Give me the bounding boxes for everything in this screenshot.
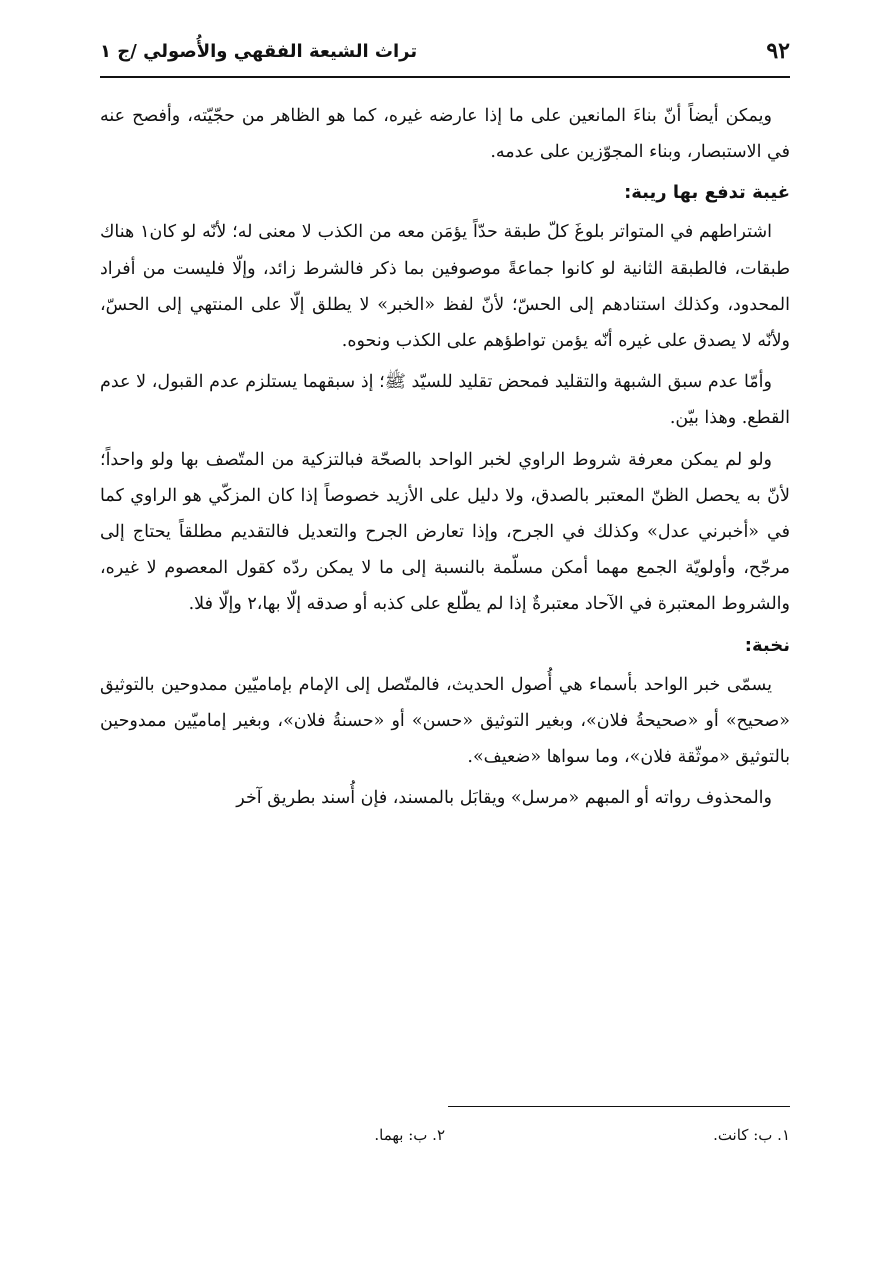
paragraph: يسمّى خبر الواحد بأسماء هي أُصول الحديث، فالمتّصل إلى الإمام بإماميّين ممدوحين بالتوثيق «صحيح» أو «صحيحةُ فلان»، وبغير التوثيق «حسن» أو «حسنةُ فلان»، وبغير إماميّين ممدوحين بالتوثيق «موثّقة فلان»، وما سواها «ضعيف». — [100, 674, 790, 768]
paragraph: وأمّا عدم سبق الشبهة والتقليد فمحض تقليد للسيّد ﷺ؛ إذ سبقهما يستلزم عدم القبول، لا عدم القطع. وهذا بيّن. — [100, 372, 790, 429]
main-text — [100, 98, 790, 821]
footnote-divider — [448, 1106, 790, 1107]
running-title: تراث الشيعة الفقهي والأُصولي /ج ١ — [100, 41, 418, 62]
paragraph: والمحذوف رواته أو المبهم «مرسل» ويقابَل بالمسند، فإن أُسند بطريق آخر — [236, 788, 772, 809]
page-header — [100, 38, 790, 74]
header-divider — [100, 76, 790, 78]
page-number: ٩٢ — [766, 38, 790, 64]
section-heading: غيبة تدفع بها ريبة: — [624, 182, 790, 204]
paragraph: اشتراطهم في المتواتر بلوغَ كلّ طبقة حدّاً يؤمَن معه من الكذب لا معنى له؛ لأنّه لو كان١ هناك طبقات، فالطبقة الثانية لو كانوا جماعةً موصوفين بما ذكر فالشرط زائد، وإلّا فليست من أفراد المحدود، وكذلك استنادهم إلى الحسّ؛ لأنّ لفظ «الخبر» لا يطلق إلّا على المنتهي إلى الحسّ، ولأنّه لا يصدق على غيره أنّه يؤمن تواطؤهم على الكذب ونحوه. — [100, 222, 790, 352]
footnotes — [100, 1126, 790, 1150]
paragraph: ويمكن أيضاً أنّ بناءَ المانعين على ما إذا عارضه غيره، كما هو الظاهر من حجّيّته، وأفصح عنه في الاستبصار، وبناء المجوّزين على عدمه. — [100, 106, 790, 163]
footnote: ١. ب: كانت. — [713, 1126, 790, 1144]
footnote: ٢. ب: بهما. — [374, 1126, 445, 1144]
section-heading: نخبة: — [744, 634, 790, 656]
paragraph: ولو لم يمكن معرفة شروط الراوي لخبر الواحد بالصحّة فبالتزكية من المتّصف بها ولو واحداً؛ لأنّ به يحصل الظنّ المعتبر بالصدق، ولا دليل على الأزيد خصوصاً إذا كان المزكّي هو الراوي كما في «أخبرني عدل» وكذلك في الجرح، وإذا تعارض الجرح والتعديل فالتقديم مطلقاً يحتاج إلى مرجّح، وأولويّة الجمع مهما أمكن مسلّمة بالنسبة إلى ما لا يمكن ردّه كقول المعصوم لا غيره، والشروط المعتبرة في الآحاد معتبرةٌ إذا لم يطّلع على كذبه أو صدقه إلّا بها،٢ وإلّا فلا. — [100, 449, 790, 615]
